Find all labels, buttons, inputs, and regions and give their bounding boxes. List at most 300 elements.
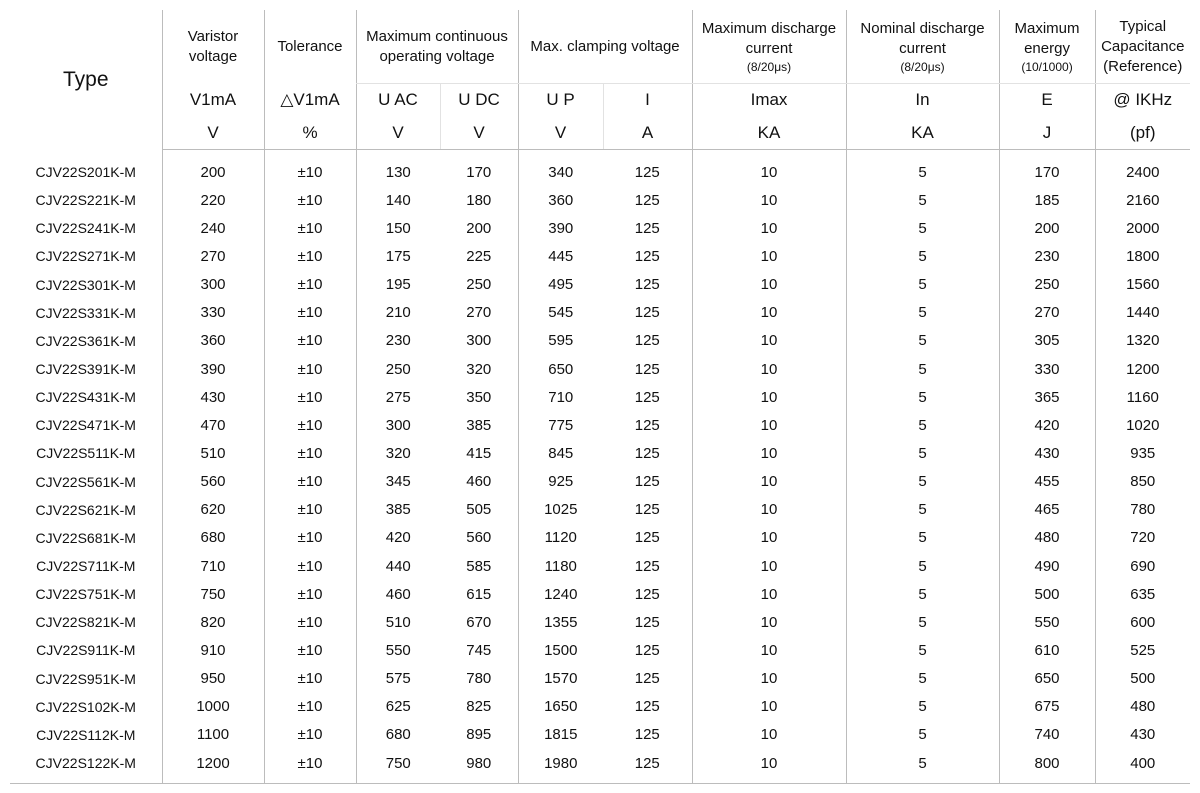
- cell-imax: 10: [692, 439, 846, 467]
- cell-type: CJV22S511K-M: [36, 445, 136, 462]
- cell-i: 125: [634, 444, 660, 462]
- unit-udc: V: [440, 116, 518, 150]
- cell-in: 5: [846, 665, 999, 693]
- cell-varistor-voltage: 240: [162, 214, 264, 242]
- cell-uac: 250: [356, 355, 440, 383]
- cell-imax: 10: [692, 327, 846, 355]
- cell-i: 125: [634, 388, 660, 406]
- cell-tolerance: ±10: [264, 327, 356, 355]
- unit-tolerance: %: [264, 116, 356, 150]
- symbol-imax: Imax: [692, 84, 846, 117]
- cell-in: 5: [846, 636, 999, 664]
- cell-udc: 170: [466, 163, 492, 181]
- cell-udc: 200: [466, 219, 492, 237]
- cell-capacitance: 690: [1095, 552, 1190, 580]
- cell-varistor-voltage: 710: [162, 552, 264, 580]
- cell-in: 5: [846, 383, 999, 411]
- table-row: [10, 327, 1190, 355]
- cell-capacitance: 935: [1095, 439, 1190, 467]
- cell-tolerance: ±10: [264, 214, 356, 242]
- cell-type: CJV22S331K-M: [35, 304, 136, 321]
- cell-in: 5: [846, 214, 999, 242]
- cell-imax: 10: [692, 242, 846, 270]
- cell-uac: 275: [356, 383, 440, 411]
- cell-udc: 320: [466, 360, 492, 378]
- table-row: [10, 214, 1190, 242]
- cell-imax: 10: [692, 749, 846, 784]
- cell-in: 5: [846, 524, 999, 552]
- header-max-discharge-current: [692, 10, 846, 84]
- cell-energy: 465: [999, 496, 1095, 524]
- cell-i: 125: [634, 304, 660, 322]
- header-max-energy: [999, 10, 1095, 84]
- cell-uac: 130: [356, 150, 440, 187]
- cell-in: 5: [846, 186, 999, 214]
- table-row: [10, 693, 1190, 721]
- unit-varistor-voltage: V: [162, 116, 264, 150]
- cell-type: CJV22S471K-M: [35, 417, 136, 434]
- table-row: [10, 665, 1190, 693]
- table-row: [10, 608, 1190, 636]
- header-nominal-discharge-title: Nominal discharge current: [860, 19, 985, 57]
- cell-udc: 385: [466, 416, 492, 434]
- cell-capacitance: 1440: [1095, 299, 1190, 327]
- cell-tolerance: ±10: [264, 665, 356, 693]
- cell-udc: 895: [466, 726, 492, 744]
- cell-uac: 140: [356, 186, 440, 214]
- cell-up: 1815: [518, 721, 603, 749]
- cell-varistor-voltage: 750: [162, 580, 264, 608]
- cell-uac: 230: [356, 327, 440, 355]
- cell-i: 125: [634, 473, 660, 491]
- cell-tolerance: ±10: [264, 580, 356, 608]
- cell-i: 125: [603, 749, 692, 784]
- cell-energy: 430: [999, 439, 1095, 467]
- cell-capacitance: 780: [1095, 496, 1190, 524]
- header-max-energy-sub: (10/1000): [1021, 59, 1073, 74]
- cell-uac: 750: [356, 749, 440, 784]
- cell-i: 125: [634, 670, 660, 688]
- cell-uac: 575: [356, 665, 440, 693]
- symbol-i: I: [603, 84, 692, 117]
- table-row: [10, 524, 1190, 552]
- cell-imax: 10: [692, 214, 846, 242]
- cell-imax: 10: [692, 496, 846, 524]
- cell-up: 1120: [518, 524, 603, 552]
- cell-capacitance: 400: [1095, 749, 1190, 784]
- cell-tolerance: ±10: [264, 721, 356, 749]
- cell-capacitance: 1560: [1095, 271, 1190, 299]
- cell-imax: 10: [692, 636, 846, 664]
- cell-type: CJV22S751K-M: [35, 586, 136, 603]
- cell-udc: 745: [466, 641, 492, 659]
- cell-energy: 230: [999, 242, 1095, 270]
- cell-varistor-voltage: 360: [162, 327, 264, 355]
- cell-tolerance: ±10: [264, 383, 356, 411]
- cell-type: CJV22S112K-M: [36, 726, 136, 743]
- cell-energy: 200: [999, 214, 1095, 242]
- cell-in: 5: [846, 355, 999, 383]
- unit-in: KA: [846, 116, 999, 150]
- cell-capacitance: 850: [1095, 468, 1190, 496]
- cell-varistor-voltage: 390: [162, 355, 264, 383]
- cell-i: 125: [634, 219, 660, 237]
- cell-varistor-voltage: 910: [162, 636, 264, 664]
- cell-type: CJV22S951K-M: [35, 670, 136, 687]
- cell-up: 595: [518, 327, 603, 355]
- cell-type: CJV22S431K-M: [35, 389, 136, 406]
- header-type: Type: [62, 67, 109, 91]
- unit-uac: V: [356, 116, 440, 150]
- cell-up: 845: [518, 439, 603, 467]
- cell-up: 1240: [518, 580, 603, 608]
- table-row: [10, 749, 1190, 784]
- header-tolerance: Tolerance: [264, 10, 356, 84]
- table-row: [10, 150, 1190, 187]
- cell-up: 925: [518, 468, 603, 496]
- cell-udc: 980: [440, 749, 518, 784]
- cell-i: 125: [634, 332, 660, 350]
- cell-varistor-voltage: 300: [162, 271, 264, 299]
- cell-imax: 10: [692, 383, 846, 411]
- cell-i: 125: [634, 585, 660, 603]
- cell-udc: 415: [466, 444, 492, 462]
- header-max-continuous-voltage: Maximum continuous operating voltage: [356, 10, 518, 84]
- cell-uac: 385: [356, 496, 440, 524]
- cell-energy: 270: [999, 299, 1095, 327]
- cell-varistor-voltage: 1000: [162, 693, 264, 721]
- cell-capacitance: 2400: [1095, 150, 1190, 187]
- table-row: [10, 271, 1190, 299]
- cell-i: 125: [634, 557, 660, 575]
- cell-energy: 480: [999, 524, 1095, 552]
- cell-capacitance: 600: [1095, 608, 1190, 636]
- cell-imax: 10: [692, 665, 846, 693]
- cell-type: CJV22S241K-M: [35, 220, 136, 237]
- cell-varistor-voltage: 620: [162, 496, 264, 524]
- cell-uac: 150: [356, 214, 440, 242]
- table-row: [10, 636, 1190, 664]
- cell-up: 360: [518, 186, 603, 214]
- header-max-clamping-voltage: Max. clamping voltage: [518, 10, 692, 84]
- table-row: [10, 355, 1190, 383]
- cell-varistor-voltage: 270: [162, 242, 264, 270]
- cell-capacitance: 1800: [1095, 242, 1190, 270]
- cell-type: CJV22S271K-M: [35, 248, 136, 265]
- cell-energy: 365: [999, 383, 1095, 411]
- cell-energy: 740: [999, 721, 1095, 749]
- cell-imax: 10: [692, 150, 846, 187]
- cell-type: CJV22S711K-M: [36, 558, 136, 575]
- cell-udc: 460: [466, 473, 492, 491]
- cell-in: 5: [846, 580, 999, 608]
- cell-i: 125: [634, 501, 660, 519]
- cell-type: CJV22S301K-M: [35, 276, 136, 293]
- cell-up: 495: [518, 271, 603, 299]
- header-typical-capacitance: Typical Capacitance (Reference): [1095, 10, 1190, 84]
- cell-up: 445: [518, 242, 603, 270]
- cell-energy: 490: [999, 552, 1095, 580]
- symbol-e: E: [999, 84, 1095, 117]
- cell-udc: 670: [466, 613, 492, 631]
- cell-uac: 510: [356, 608, 440, 636]
- cell-udc: 270: [466, 304, 492, 322]
- cell-varistor-voltage: 330: [162, 299, 264, 327]
- cell-up: 1180: [518, 552, 603, 580]
- header-max-energy-title: Maximum energy: [1014, 19, 1080, 57]
- cell-capacitance: 1320: [1095, 327, 1190, 355]
- cell-up: 390: [518, 214, 603, 242]
- symbol-v1ma: V1mA: [162, 84, 264, 117]
- cell-udc: 350: [466, 388, 492, 406]
- cell-energy: 800: [999, 749, 1095, 784]
- cell-varistor-voltage: 200: [162, 150, 264, 187]
- cell-up: 710: [518, 383, 603, 411]
- cell-udc: 585: [466, 557, 492, 575]
- cell-in: 5: [846, 150, 999, 187]
- cell-uac: 210: [356, 299, 440, 327]
- table-row: [10, 411, 1190, 439]
- cell-tolerance: ±10: [264, 439, 356, 467]
- table-body: [10, 150, 1190, 784]
- symbol-frequency: @ IKHz: [1095, 84, 1190, 117]
- cell-up: 775: [518, 411, 603, 439]
- table-header: [10, 10, 1190, 150]
- cell-varistor-voltage: 510: [162, 439, 264, 467]
- cell-capacitance: 635: [1095, 580, 1190, 608]
- cell-in: 5: [846, 749, 999, 784]
- cell-energy: 250: [999, 271, 1095, 299]
- cell-imax: 10: [692, 271, 846, 299]
- cell-type: CJV22S561K-M: [35, 473, 136, 490]
- cell-energy: 610: [999, 636, 1095, 664]
- cell-udc: 180: [466, 191, 492, 209]
- cell-capacitance: 480: [1095, 693, 1190, 721]
- cell-in: 5: [846, 721, 999, 749]
- table-row: [10, 242, 1190, 270]
- cell-tolerance: ±10: [264, 242, 356, 270]
- symbol-in: In: [846, 84, 999, 117]
- cell-in: 5: [846, 242, 999, 270]
- cell-tolerance: ±10: [264, 150, 356, 187]
- cell-i: 125: [634, 163, 660, 181]
- cell-uac: 300: [356, 411, 440, 439]
- unit-imax: KA: [692, 116, 846, 150]
- cell-uac: 440: [356, 552, 440, 580]
- cell-capacitance: 500: [1095, 665, 1190, 693]
- cell-in: 5: [846, 327, 999, 355]
- cell-type: CJV22S681K-M: [35, 529, 136, 546]
- cell-varistor-voltage: 680: [162, 524, 264, 552]
- cell-energy: 305: [999, 327, 1095, 355]
- cell-imax: 10: [692, 608, 846, 636]
- cell-uac: 320: [356, 439, 440, 467]
- header-max-discharge-title: Maximum discharge current: [701, 19, 837, 57]
- cell-capacitance: 2000: [1095, 214, 1190, 242]
- cell-i: 125: [634, 276, 660, 294]
- cell-tolerance: ±10: [264, 749, 356, 784]
- cell-udc: 250: [466, 276, 492, 294]
- cell-tolerance: ±10: [264, 299, 356, 327]
- cell-udc: 300: [466, 332, 492, 350]
- cell-type: CJV22S201K-M: [35, 163, 136, 180]
- cell-udc: 560: [466, 529, 492, 547]
- cell-imax: 10: [692, 580, 846, 608]
- cell-i: 125: [634, 613, 660, 631]
- cell-udc: 225: [466, 247, 492, 265]
- cell-imax: 10: [692, 299, 846, 327]
- cell-tolerance: ±10: [264, 355, 356, 383]
- symbol-delta-v1ma: △V1mA: [264, 84, 356, 117]
- cell-type: CJV22S122K-M: [10, 749, 162, 784]
- cell-tolerance: ±10: [264, 693, 356, 721]
- cell-up: 1570: [518, 665, 603, 693]
- cell-tolerance: ±10: [264, 524, 356, 552]
- cell-energy: 170: [999, 150, 1095, 187]
- cell-up: 1500: [518, 636, 603, 664]
- header-nominal-discharge-sub: (8/20μs): [900, 59, 945, 74]
- cell-uac: 680: [356, 721, 440, 749]
- unit-capacitance: (pf): [1095, 116, 1190, 150]
- header-max-discharge-sub: (8/20μs): [746, 59, 792, 74]
- cell-in: 5: [846, 693, 999, 721]
- cell-in: 5: [846, 608, 999, 636]
- cell-uac: 175: [356, 242, 440, 270]
- cell-up: 1355: [518, 608, 603, 636]
- cell-i: 125: [634, 360, 660, 378]
- cell-varistor-voltage: 1100: [162, 721, 264, 749]
- cell-imax: 10: [692, 468, 846, 496]
- cell-varistor-voltage: 560: [162, 468, 264, 496]
- cell-energy: 330: [999, 355, 1095, 383]
- unit-i: A: [603, 116, 692, 150]
- table-row: [10, 580, 1190, 608]
- table-row: [10, 439, 1190, 467]
- cell-udc: 615: [466, 585, 492, 603]
- cell-tolerance: ±10: [264, 468, 356, 496]
- cell-energy: 455: [999, 468, 1095, 496]
- cell-in: 5: [846, 439, 999, 467]
- cell-capacitance: 720: [1095, 524, 1190, 552]
- cell-tolerance: ±10: [264, 636, 356, 664]
- cell-imax: 10: [692, 524, 846, 552]
- cell-up: 1980: [518, 749, 603, 784]
- cell-uac: 625: [356, 693, 440, 721]
- cell-type: CJV22S911K-M: [36, 642, 136, 659]
- cell-capacitance: 1160: [1095, 383, 1190, 411]
- cell-i: 125: [634, 529, 660, 547]
- table-row: [10, 383, 1190, 411]
- unit-up: V: [518, 116, 603, 150]
- cell-i: 125: [634, 191, 660, 209]
- cell-capacitance: 430: [1095, 721, 1190, 749]
- cell-udc: 780: [466, 670, 492, 688]
- cell-tolerance: ±10: [264, 271, 356, 299]
- table-row: [10, 721, 1190, 749]
- cell-in: 5: [846, 552, 999, 580]
- symbol-udc: U DC: [440, 84, 518, 117]
- header-varistor-voltage: Varistor voltage: [162, 10, 264, 84]
- cell-type: CJV22S391K-M: [35, 361, 136, 378]
- cell-in: 5: [846, 271, 999, 299]
- cell-capacitance: 525: [1095, 636, 1190, 664]
- cell-up: 1025: [518, 496, 603, 524]
- cell-imax: 10: [692, 693, 846, 721]
- cell-i: 125: [634, 247, 660, 265]
- cell-i: 125: [634, 726, 660, 744]
- cell-capacitance: 1200: [1095, 355, 1190, 383]
- cell-uac: 345: [356, 468, 440, 496]
- cell-type: CJV22S102K-M: [35, 698, 136, 715]
- cell-energy: 185: [999, 186, 1095, 214]
- cell-uac: 195: [356, 271, 440, 299]
- cell-energy: 550: [999, 608, 1095, 636]
- cell-capacitance: 2160: [1095, 186, 1190, 214]
- cell-uac: 420: [356, 524, 440, 552]
- cell-energy: 500: [999, 580, 1095, 608]
- cell-varistor-voltage: 470: [162, 411, 264, 439]
- cell-up: 340: [518, 150, 603, 187]
- cell-i: 125: [634, 416, 660, 434]
- cell-in: 5: [846, 411, 999, 439]
- cell-uac: 460: [356, 580, 440, 608]
- cell-uac: 550: [356, 636, 440, 664]
- table-row: [10, 468, 1190, 496]
- cell-tolerance: ±10: [264, 552, 356, 580]
- cell-i: 125: [634, 641, 660, 659]
- cell-energy: 420: [999, 411, 1095, 439]
- table-row: [10, 186, 1190, 214]
- unit-e: J: [999, 116, 1095, 150]
- table-row: [10, 552, 1190, 580]
- cell-type: CJV22S361K-M: [35, 332, 136, 349]
- cell-up: 650: [518, 355, 603, 383]
- cell-in: 5: [846, 299, 999, 327]
- cell-type: CJV22S821K-M: [35, 614, 136, 631]
- cell-varistor-voltage: 220: [162, 186, 264, 214]
- cell-varistor-voltage: 430: [162, 383, 264, 411]
- cell-up: 1650: [518, 693, 603, 721]
- cell-type: CJV22S621K-M: [35, 501, 136, 518]
- cell-type: CJV22S221K-M: [35, 192, 136, 209]
- cell-energy: 675: [999, 693, 1095, 721]
- table-row: [10, 496, 1190, 524]
- cell-udc: 825: [466, 698, 492, 716]
- cell-in: 5: [846, 468, 999, 496]
- header-nominal-discharge-current: [846, 10, 999, 84]
- varistor-spec-table: [10, 10, 1190, 784]
- cell-in: 5: [846, 496, 999, 524]
- cell-capacitance: 1020: [1095, 411, 1190, 439]
- symbol-up: U P: [518, 84, 603, 117]
- cell-tolerance: ±10: [264, 186, 356, 214]
- cell-up: 545: [518, 299, 603, 327]
- cell-varistor-voltage: 820: [162, 608, 264, 636]
- cell-varistor-voltage: 950: [162, 665, 264, 693]
- cell-imax: 10: [692, 355, 846, 383]
- cell-varistor-voltage: 1200: [162, 749, 264, 784]
- symbol-uac: U AC: [356, 84, 440, 117]
- cell-tolerance: ±10: [264, 411, 356, 439]
- table-row: [10, 299, 1190, 327]
- cell-i: 125: [634, 698, 660, 716]
- cell-imax: 10: [692, 411, 846, 439]
- cell-imax: 10: [692, 721, 846, 749]
- cell-imax: 10: [692, 186, 846, 214]
- cell-energy: 650: [999, 665, 1095, 693]
- cell-imax: 10: [692, 552, 846, 580]
- cell-udc: 505: [466, 501, 492, 519]
